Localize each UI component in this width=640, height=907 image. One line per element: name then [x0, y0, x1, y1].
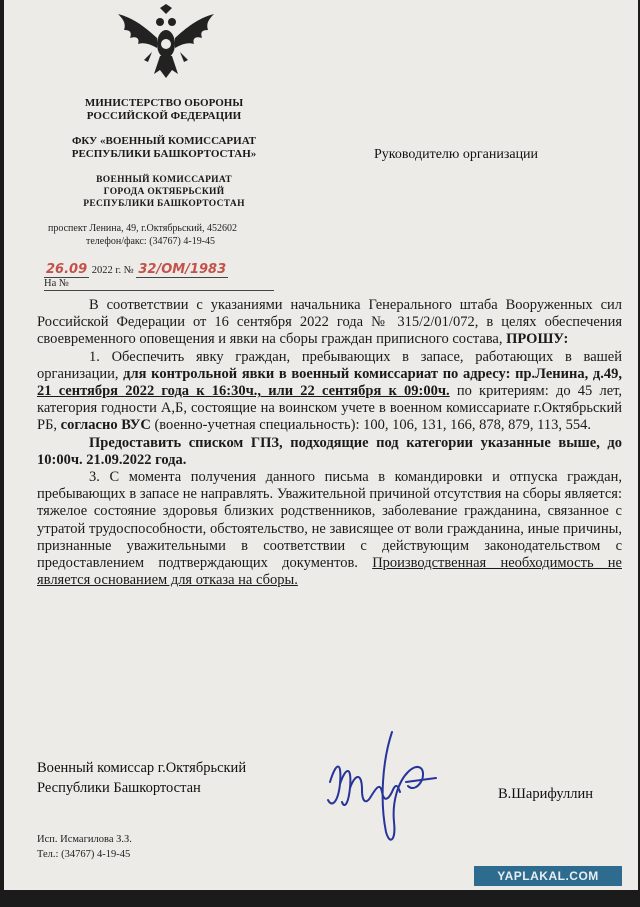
registration-line	[44, 262, 228, 278]
watermark-badge: YAPLAKAL.COM	[474, 866, 622, 886]
paragraph-intro: В соответствии с указаниями начальника Генерального штаба Вооруженных сил Российской Федерации от 16 сентября 2022 года № 315/2/01/072, в целях обеспечения своевременного оповещения и явки на сборы граждан приписного состава, ПРОШУ:	[37, 297, 622, 348]
address-line: проспект Ленина, 49, г.Октябрьский, 452602	[48, 223, 237, 234]
signatory-position: Военный комиссар г.Октябрьский Республики Башкортостан	[37, 760, 247, 796]
handwritten-date: 26.09	[46, 262, 88, 277]
appearance-dates: 21 сентября 2022 года к 16:30ч., или 22 сентября к 09:00ч.	[37, 383, 450, 400]
fku-line-2: РЕСПУБЛИКИ БАШКОРТОСТАН»	[71, 148, 257, 160]
paragraph-item-1: 1. Обеспечить явку граждан, пребывающих в запасе, работающих в вашей организации, для контрольной явки в военный комиссариат по адресу: пр.Ленина, д.49, 21 сентября 2022 года к 16:30ч., или 22 сентября к 09:00ч. по критериям: до 45 лет, категория годности А,Б, состоящие на воинском учете в военном комиссариате г.Октябрьский РБ, согласно ВУС (военно-учетная специальность): 100, 106, 131, 166, 878, 879, 113, 554.	[37, 348, 622, 434]
local-line-1: ВОЕННЫЙ КОМИССАРИАТ	[96, 175, 232, 185]
request-word: ПРОШУ:	[506, 331, 569, 348]
signatory-name: В.Шарифуллин	[498, 786, 594, 802]
letter-body	[37, 297, 622, 589]
document-page	[4, 0, 638, 890]
ministry-heading	[34, 97, 294, 123]
fku-line-1: ФКУ «ВОЕННЫЙ КОМИССАРИАТ	[71, 135, 257, 147]
year-number-label: 2022 г. №	[91, 265, 134, 276]
local-line-2: ГОРОДА ОКТЯБРЬСКИЙ	[103, 187, 225, 197]
paragraph-item-3: 3. С момента получения данного письма в командировки и отпуска граждан, пребывающих в запасе не направлять. Уважительной причиной отсутствия на сборы является: тяжелое состояние здоровья близких родственников, заболевание гражданина, связанное с утратой трудоспособности, обстоятельство, не зависящее от воли гражданина, иные причины, признанные уважительными в соответствии с действующим законодательством с предоставлением подтверждающих документов. Производственная необходимость не является основанием для отказа на сборы.	[37, 469, 622, 589]
ministry-line-2: РОССИЙСКОЙ ФЕДЕРАЦИИ	[86, 110, 242, 122]
reference-label: На №	[44, 278, 69, 289]
handwritten-signature	[322, 722, 442, 852]
double-headed-eagle-emblem-icon	[116, 4, 216, 82]
recipient-line: Руководителю организации	[374, 147, 539, 162]
paragraph-item-2: Предоставить списком ГПЗ, подходящие под категории указанные выше, до 10:00ч. 21.09.2022 года.	[37, 434, 622, 468]
local-commissariat-heading	[34, 174, 294, 210]
local-line-3: РЕСПУБЛИКИ БАШКОРТОСТАН	[83, 199, 245, 209]
phone-fax-line: телефон/факс: (34767) 4-19-45	[86, 236, 216, 247]
fku-heading	[34, 135, 294, 161]
executor-info: Исп. Исмагилова З.З. Тел.: (34767) 4-19-45	[37, 834, 132, 860]
reference-line	[44, 278, 274, 291]
production-necessity-note: Производственная необходимость не является основанием для отказа на сборы.	[37, 555, 622, 589]
handwritten-number: 32/ОМ/1983	[138, 262, 227, 277]
sender-address	[48, 222, 308, 248]
ministry-line-1: МИНИСТЕРСТВО ОБОРОНЫ	[84, 97, 244, 109]
